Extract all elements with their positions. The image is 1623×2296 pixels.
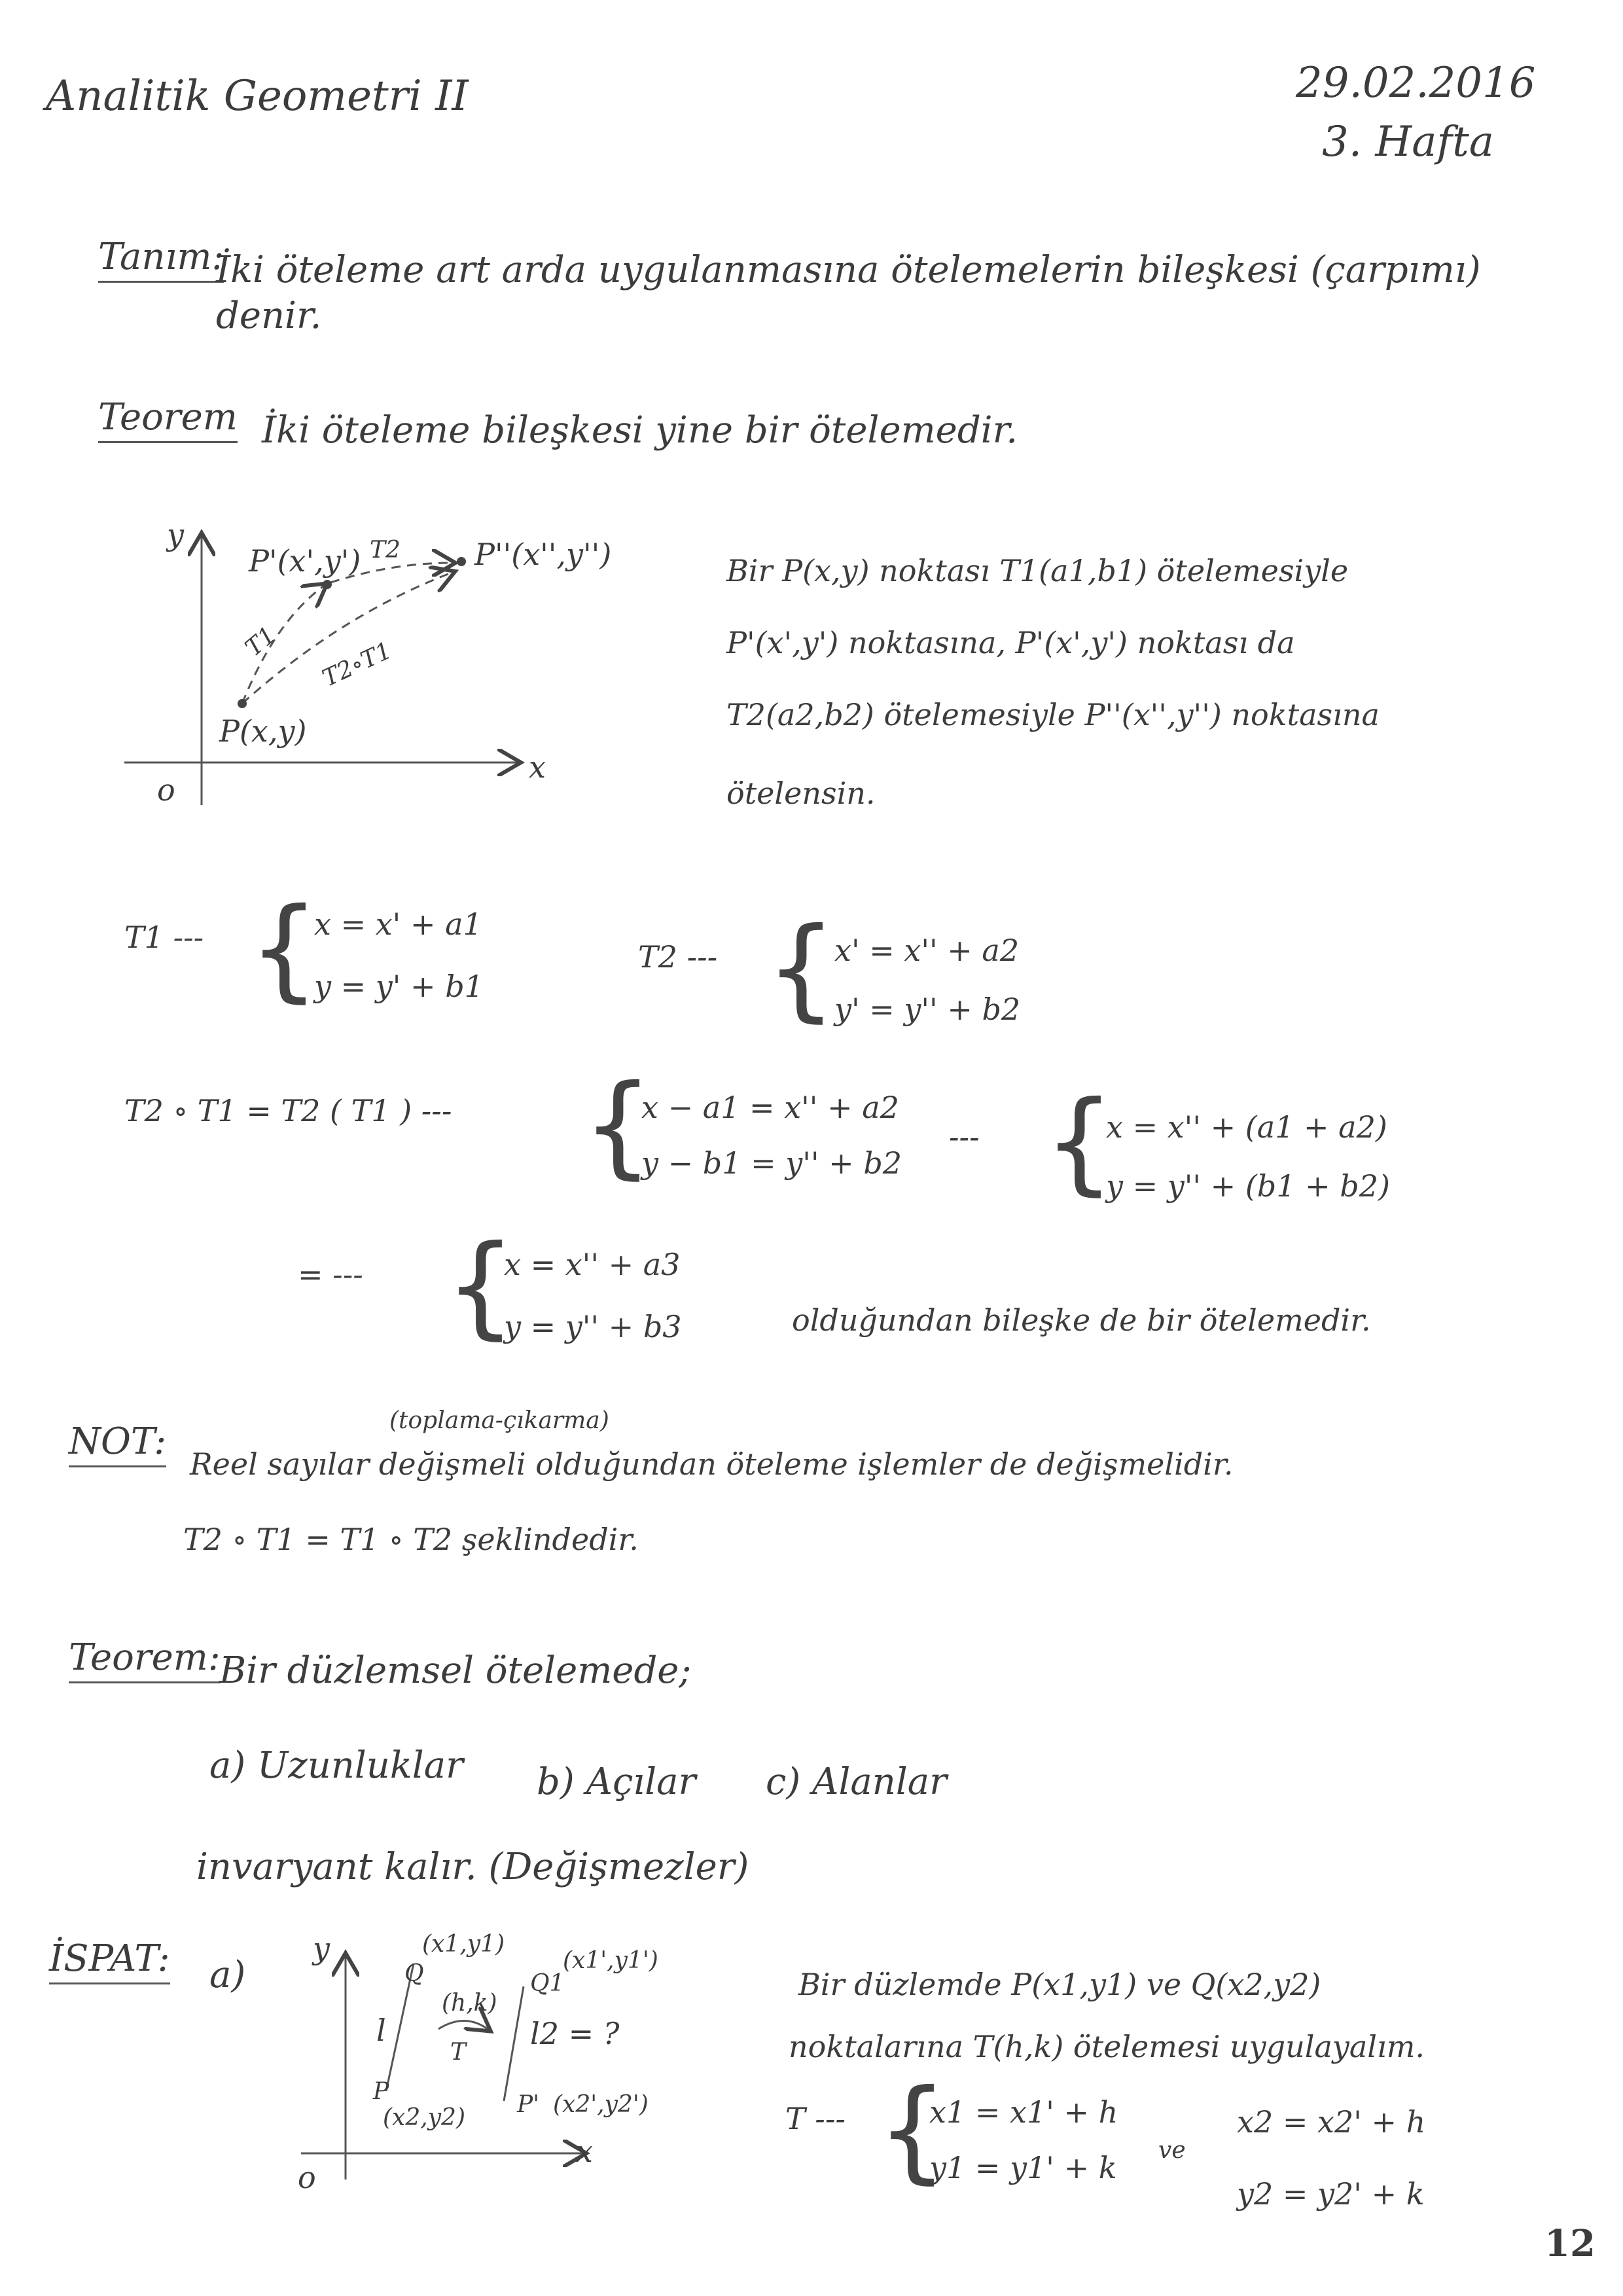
fig1-t2-label: T2 <box>370 537 401 564</box>
definition-line-1: İki öteleme art arda uygulanmasına ötelemelerin bileşkesi (çarpımı) <box>216 249 1481 291</box>
proof-fig-hk-label: (h,k) <box>442 1990 497 2017</box>
note-line-1: Reel sayılar değişmeli olduğundan öteleme işlemler de değişmelidir. <box>190 1446 1234 1482</box>
proof-label: İSPAT: <box>49 1937 170 1984</box>
t2-brace: { <box>766 904 837 1033</box>
proof-fig-p1-label: P' <box>517 2091 540 2118</box>
explanation-1-line-4: ötelensin. <box>726 776 876 811</box>
final-eq-label: = --- <box>298 1257 363 1292</box>
proof-equation-3: x2 = x2' + h <box>1237 2104 1426 2140</box>
composition-equation-1: x − a1 = x'' + a2 <box>641 1090 899 1125</box>
proof-fig-t-label: T <box>450 2039 467 2066</box>
translation-arrow <box>438 2021 488 2030</box>
theorem-2-item-c: c) Alanlar <box>766 1761 947 1803</box>
sum-brace: { <box>1044 1077 1115 1207</box>
theorem-2-invariant: invaryant kalır. (Değişmezler) <box>196 1846 749 1888</box>
note-label: NOT: <box>69 1420 166 1467</box>
fig1-origin-label: o <box>157 772 175 808</box>
week-label: 3. Hafta <box>1322 118 1494 166</box>
fig1-p2-label: P''(x'',y'') <box>474 537 612 572</box>
explanation-1-line-3: T2(a2,b2) ötelemesiyle P''(x'',y'') noktasına <box>726 697 1380 732</box>
t1-equation-1: x = x' + a1 <box>314 906 482 942</box>
proof-line-1: Bir düzlemde P(x1,y1) ve Q(x2,y2) <box>798 1967 1321 2002</box>
proof-brace: { <box>877 2066 948 2195</box>
proof-fig-p-coord: (x2,y2) <box>383 2104 465 2131</box>
t2-equation-2: y' = y'' + b2 <box>834 992 1021 1027</box>
sum-equation-1: x = x'' + (a1 + a2) <box>1106 1109 1387 1145</box>
explanation-1-line-1: Bir P(x,y) noktası T1(a1,b1) ötelemesiyle <box>726 553 1349 588</box>
proof-fig-x-label: x <box>576 2134 593 2169</box>
conclusion-text: olduğundan bileşke de bir ötelemedir. <box>792 1302 1371 1338</box>
t1-equation-2: y = y' + b1 <box>314 969 484 1004</box>
proof-fig-q1-coord: (x1',y1') <box>563 1947 658 1974</box>
proof-fig-y-label: y <box>313 1931 330 1966</box>
note-superscript: (toplama-çıkarma) <box>389 1407 609 1434</box>
date: 29.02.2016 <box>1296 59 1536 107</box>
t2-equation-1: x' = x'' + a2 <box>834 933 1020 968</box>
proof-fig-p-label: P <box>373 2078 389 2105</box>
note-line-2: T2 ∘ T1 = T1 ∘ T2 şeklindedir. <box>183 1522 639 1557</box>
composition-dashes: --- <box>949 1119 980 1155</box>
theorem-1-label: Teorem <box>98 396 238 443</box>
segment-l2 <box>504 1986 524 2101</box>
proof-equation-1: x1 = x1' + h <box>929 2094 1118 2130</box>
proof-t-label: T --- <box>785 2101 846 2136</box>
page-title: Analitik Geometri II <box>46 72 469 120</box>
proof-and: ve <box>1158 2137 1186 2164</box>
theorem-1-text: İki öteleme bileşkesi yine bir ötelemedir. <box>262 409 1018 452</box>
proof-fig-p1-coord: (x2',y2') <box>553 2091 649 2118</box>
proof-fig-q-coord: (x1,y1) <box>422 1931 505 1958</box>
final-equation-1: x = x'' + a3 <box>504 1247 681 1282</box>
final-equation-2: y = y'' + b3 <box>504 1309 682 1344</box>
definition-label: Tanım: <box>98 236 224 283</box>
t2-label: T2 --- <box>638 939 718 975</box>
page-number: 12 <box>1544 2222 1596 2265</box>
composition-equation-2: y − b1 = y'' + b2 <box>641 1145 902 1181</box>
proof-equation-4: y2 = y2' + k <box>1237 2176 1425 2212</box>
proof-part-a: a) <box>209 1954 246 1996</box>
proof-fig-q1-label: Q1 <box>530 1970 565 1997</box>
t1-label: T1 --- <box>124 920 204 955</box>
fig1-t1-label: T1 <box>240 621 281 662</box>
fig1-t2t1-label: T2∘T1 <box>318 637 396 692</box>
proof-fig-l-label: l <box>376 2013 386 2048</box>
composition-label: T2 ∘ T1 = T2 ( T1 ) --- <box>124 1093 452 1128</box>
theorem-2-item-b: b) Açılar <box>537 1761 696 1803</box>
proof-equation-2: y1 = y1' + k <box>929 2150 1117 2185</box>
t1-brace: { <box>249 884 320 1014</box>
theorem-2-text: Bir düzlemsel ötelemede; <box>219 1649 692 1692</box>
composition-brace: { <box>582 1061 654 1191</box>
fig1-y-axis-label: y <box>167 517 184 552</box>
definition-line-2: denir. <box>216 295 322 337</box>
proof-line-2: noktalarına T(h,k) ötelemesi uygulayalım. <box>789 2029 1425 2064</box>
final-brace: { <box>445 1221 516 1351</box>
sum-equation-2: y = y'' + (b1 + b2) <box>1106 1168 1390 1204</box>
proof-fig-q-label: Q <box>404 1960 424 1987</box>
fig1-x-axis-label: x <box>529 749 546 785</box>
theorem-2-label: Teorem: <box>69 1636 221 1683</box>
theorem-2-item-a: a) Uzunluklar <box>209 1744 463 1787</box>
explanation-1-line-2: P'(x',y') noktasına, P'(x',y') noktası da <box>726 625 1295 660</box>
proof-fig-l2-label: l2 = ? <box>530 2016 620 2051</box>
fig1-p-label: P(x,y) <box>219 713 307 749</box>
fig1-p1-label: P'(x',y') <box>249 543 361 579</box>
proof-fig-origin-label: o <box>298 2160 316 2195</box>
